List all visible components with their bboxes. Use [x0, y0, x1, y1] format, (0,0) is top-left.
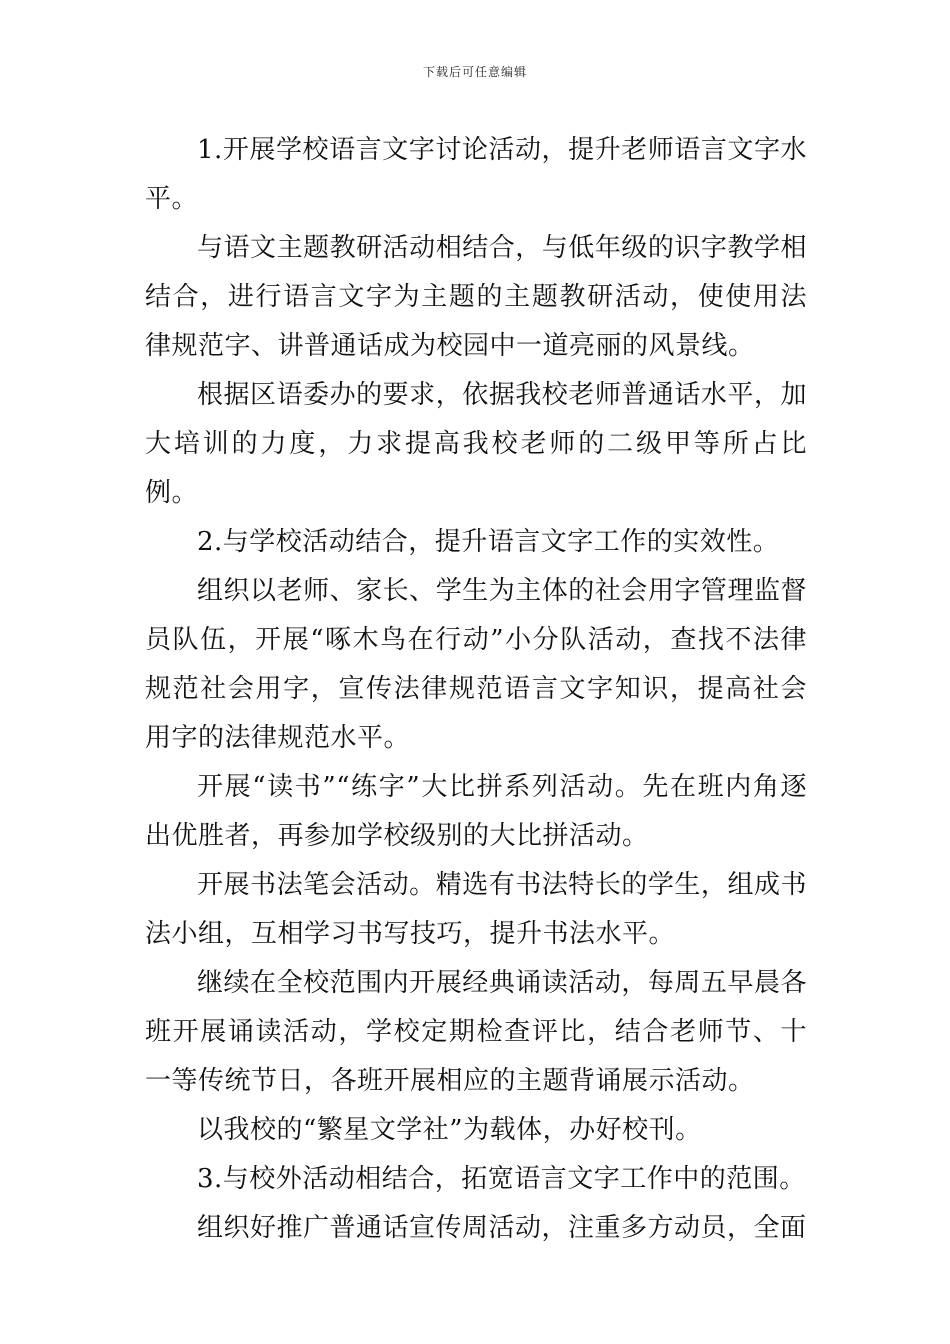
paragraph-8: 继续在全校范围内开展经典诵读活动，每周五早晨各班开展诵读活动，学校定期检查评比，结合老师节、十一等传统节日，各班开展相应的主题背诵展示活动。: [145, 968, 807, 1096]
paragraph-1: 1.开展学校语言文字讨论活动，提升老师语言文字水平。: [145, 135, 807, 214]
page-header: 下载后可任意编辑: [422, 65, 527, 79]
paragraph-4: 2.与学校活动结合，提升语言文字工作的实效性。: [197, 527, 780, 557]
paragraph-11: 组织好推广普通话宣传周活动，注重多方动员，全面: [197, 1213, 807, 1243]
paragraph-6: 开展“读书”“练字”大比拼系列活动。先在班内角逐出优胜者，再参加学校级别的大比拼活动。: [145, 772, 807, 851]
paragraph-9: 以我校的“繁星文学社”为载体，办好校刊。: [197, 1115, 702, 1145]
document-body: [145, 126, 807, 1253]
paragraph-5: 组织以老师、家长、学生为主体的社会用字管理监督员队伍，开展“啄木鸟在行动”小分队活动，查找不法律规范社会用字，宣传法律规范语言文字知识，提高社会用字的法律规范水平。: [145, 576, 807, 753]
paragraph-10: 3.与校外活动相结合，拓宽语言文字工作中的范围。: [197, 1164, 806, 1194]
paragraph-3: 根据区语委办的要求，依据我校老师普通话水平，加大培训的力度，力求提高我校老师的二级甲等所占比例。: [145, 380, 807, 508]
paragraph-2: 与语文主题教研活动相结合，与低年级的识字教学相结合，进行语言文字为主题的主题教研活动，使使用法律规范字、讲普通话成为校园中一道亮丽的风景线。: [145, 233, 807, 361]
paragraph-7: 开展书法笔会活动。精选有书法特长的学生，组成书法小组，互相学习书写技巧，提升书法水平。: [145, 870, 807, 949]
